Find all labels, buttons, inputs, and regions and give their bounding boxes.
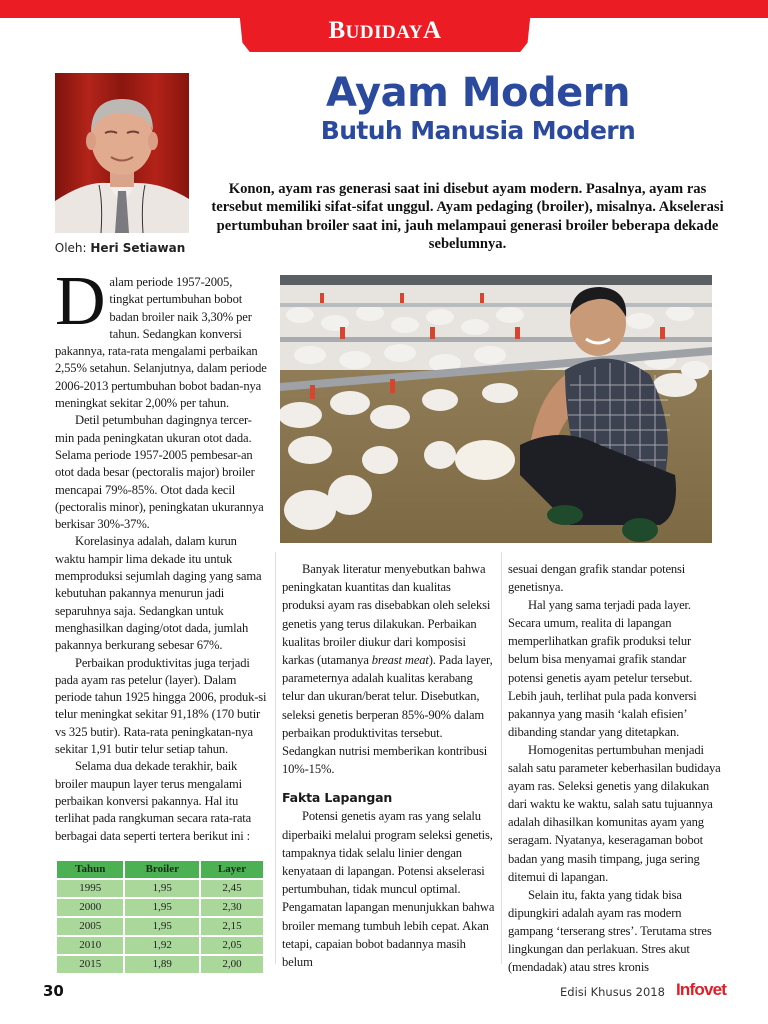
table-cell: 1,89 — [125, 956, 199, 973]
table-header-cell: Tahun — [57, 861, 123, 878]
section-label-first: B — [328, 17, 346, 44]
table-cell: 2,05 — [201, 937, 263, 954]
section-subheading: Fakta Lapangan — [282, 790, 393, 806]
table-cell: 2015 — [57, 956, 123, 973]
paragraph-text: alam periode 1957-2005, tingkat pertumbuhan bobot badan broiler naik 3,30% per tahun. Sedangkan konversi pakannya, rata-rata mengalami perbaikan 2,55% setahun. Selanjutnya, dalam periode 2006-2013 pertumbuhan bobot badan-nya meningkat sekitar 2,00% per tahun. — [55, 275, 267, 411]
section-label-last: A — [422, 17, 442, 44]
byline-prefix: Oleh: — [54, 241, 87, 255]
table-row — [57, 899, 263, 916]
paragraph: sesuai dengan grafik standar potensi genetisnya. — [508, 562, 686, 595]
paragraph: Selama dua dekade terakhir, baik broiler maupun layer terus mengalami perbaikan konversi pakannya. Hal itu terlihat pada rangkuman secara rata-rata berbagai data seperti tertera berikut ini : — [55, 759, 252, 843]
table-cell: 2,00 — [201, 956, 263, 973]
author-portrait-image — [55, 73, 189, 233]
article-title: Ayam Modern — [326, 70, 630, 116]
drop-cap: D — [55, 263, 106, 340]
article-lead: Konon, ayam ras generasi saat ini disebut ayam modern. Pasalnya, ayam ras tersebut memiliki sifat-sifat unggul. Ayam pedaging (broiler), misalnya. Akselerasi pertumbuhan broiler saat ini, jauh melampaui generasi broiler beberapa dekade sebelumnya. — [211, 181, 724, 253]
column-3 — [508, 560, 722, 976]
column-2 — [282, 560, 496, 971]
section-label-middle: UDIDAY — [345, 22, 423, 43]
paragraph: Potensi genetis ayam ras yang selalu diperbaiki melalui program seleksi genetis, tampaknya tidak selalu linier dengan kenyataan di lapangan. Potensi akselerasi pertumbuhan, tidak muncul optimal. Pengamatan lapangan menunjukkan bahwa broiler memang tumbuh lebih cepat. Akan tetapi, capaian bobot badannya masih belum — [282, 809, 495, 970]
paragraph — [55, 263, 269, 412]
paragraph: Detil petumbuhan dagingnya tercer-min pada peningkatan ukuran otot dada. Selama periode 1957-2005 pembesar-an otot dada besar (pectoralis major) broiler mencapai 79%-85%. Otot dada kecil (pectoralis minor), peningkatan ukurannya berkisar 30%-37%. — [55, 413, 264, 532]
table-cell: 1,95 — [125, 899, 199, 916]
article-subtitle: Butuh Manusia Modern — [320, 116, 636, 145]
table-row — [57, 937, 263, 954]
column-divider — [501, 552, 502, 964]
table-row — [57, 918, 263, 935]
farm-scene-image — [280, 275, 712, 543]
feed-conversion-table — [55, 859, 265, 975]
table-cell: 2005 — [57, 918, 123, 935]
table-row — [57, 880, 263, 897]
table-cell: 2,30 — [201, 899, 263, 916]
table-header-cell: Broiler — [125, 861, 199, 878]
paragraph: Homogenitas pertumbuhan menjadi salah satu parameter keberhasilan budidaya ayam ras. Seleksi genetis yang dilakukan dari waktu ke waktu, salah satu tujuannya adalah dihasilkan komunitas ayam yang seragam. Nyatanya, keseragaman bobot badan yang masih timpang, juga sering ditemui di lapangan. — [508, 742, 721, 884]
author-photo — [55, 73, 189, 233]
column-1 — [55, 263, 269, 975]
table-row — [57, 956, 263, 973]
table-cell: 1,92 — [125, 937, 199, 954]
section-label — [238, 14, 532, 50]
brand-logo: Infovet — [676, 980, 727, 999]
paragraph: Korelasinya adalah, dalam kurun waktu hampir lima dekade itu untuk memproduksi sejumlah daging yang sama kebutuhan pakannya menurun jadi separuhnya saja. Sedangkan untuk menghasilkan daging/otot dada, jumlah pakannya berkurang sebesar 67%. — [55, 534, 262, 653]
author-name: Heri Setiawan — [90, 241, 186, 255]
table-cell: 2000 — [57, 899, 123, 916]
table-header-row — [57, 861, 263, 878]
page-number: 30 — [43, 982, 64, 1000]
column-divider — [275, 552, 276, 964]
table-cell: 1,95 — [125, 918, 199, 935]
table-cell: 2,45 — [201, 880, 263, 897]
table-cell: 2010 — [57, 937, 123, 954]
edition-label: Edisi Khusus 2018 — [560, 985, 665, 999]
table-cell: 1995 — [57, 880, 123, 897]
paragraph: Perbaikan produktivitas juga terjadi pada ayam ras petelur (layer). Dalam periode tahun 1925 hingga 2006, produk-si telur meningkat sekitar 91,18% (170 butir vs 325 butir). Rata-rata peningkatan-nya sekitar 1,91 butir telur setiap tahun. — [55, 655, 267, 757]
paragraph — [282, 560, 496, 778]
paragraph-text: ). Pada layer, parameternya adalah kualitas kerabang telur dan ukuran/berat telur. Disebutkan, seleksi genetis berperan 85%-90% dalam perbaikan produktivitas tersebut. Sedangkan nutrisi memberikan kontribusi 10%-15%. — [282, 653, 493, 777]
paragraph: Selain itu, fakta yang tidak bisa dipungkiri adalah ayam ras modern gampang ‘terserang stres’. Terutama stres lingkungan dan perlakuan. Stres akut (mendadak) atau stres kronis — [508, 887, 712, 975]
italic-term: breast meat — [371, 653, 429, 668]
author-byline — [40, 241, 200, 256]
table-cell: 2,15 — [201, 918, 263, 935]
paragraph-text: Banyak literatur menyebutkan bahwa peningkatan kuantitas dan kualitas produksi ayam ras disebabkan oleh seleksi genetis yang terus dilakukan. Perbaikan kualitas broiler diukur dari komposisi karkas (utamanya — [282, 562, 491, 668]
broiler-farm-photo — [280, 275, 712, 543]
paragraph: Hal yang sama terjadi pada layer. Secara umum, realita di lapangan memperlihatkan grafik produksi telur belum bisa menyamai grafik standar potensi genetis ayam petelur tersebut. Lebih jauh, terlihat pula pada konversi pakannya yang masih ‘kalah efisien’ dibanding standar yang ditetapkan. — [508, 598, 697, 739]
table-header-cell: Layer — [201, 861, 263, 878]
table-cell: 1,95 — [125, 880, 199, 897]
